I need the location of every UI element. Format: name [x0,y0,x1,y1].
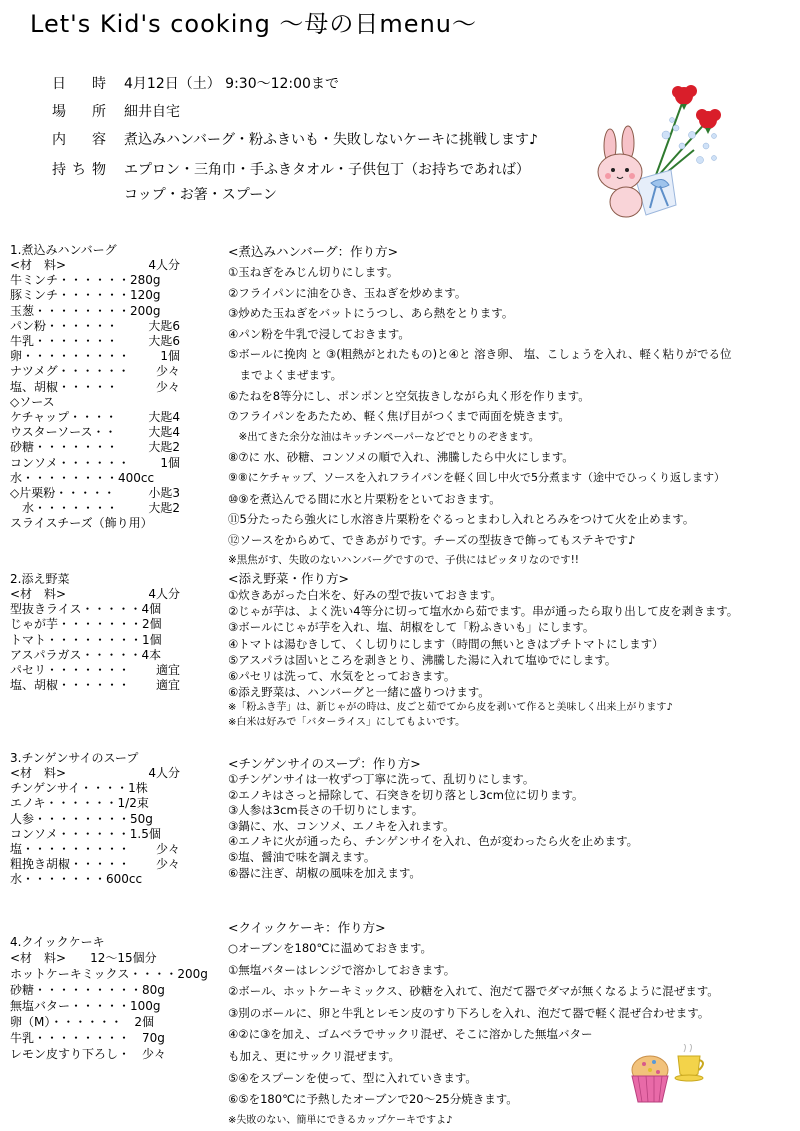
step: ⑤④をスプーンを使って、型に入れていきます。 [228,1070,477,1085]
section-title: 2.添え野菜 [10,572,70,586]
info-row-items-2 [52,184,277,204]
steps-title: <添え野菜・作り方> [228,571,349,586]
step: ③ボールにじゃが芋を入れ、塩、胡椒をして「粉ふきいも」にします。 [228,620,595,635]
step: ①玉ねぎをみじん切りにします。 [228,265,399,279]
ingredient-row: <材 料> 4人分 [10,258,180,272]
step: ①炊きあがった白米を、好みの型で抜いておきます。 [228,588,502,602]
ingredient-row: 塩、胡椒・・・・・・ 適宜 [10,678,180,693]
ingredient-row: 型抜きライス・・・・・4個 [10,602,162,617]
ingredient-row: じゃが芋・・・・・・・2個 [10,617,162,632]
step: ⑥⑤を180℃に予熱したオーブンで20～25分焼きます。 [228,1092,518,1107]
step: ③鍋に、水、コンソメ、エノキを入れます。 [228,818,455,833]
info-value: エプロン・三角巾・手ふきタオル・子供包丁（お持ちであれば） [124,162,530,178]
steps-title: <煮込みハンバーグ：作り方> [228,244,399,259]
soup-steps [228,756,794,881]
ingredient-row: ◇ソース [10,394,55,409]
step: ⑥パセリは洗って、水気をとっておきます。 [228,669,456,684]
ingredient-row: 卵・・・・・・・・・ 1個 [10,349,180,364]
note: ※「粉ふき芋」は、新じゃがの時は、皮ごと茹でてから皮を剥いて作ると美味しく出来上がります♪ [228,702,673,714]
ingredient-row: 水・・・・・・・・400cc [10,470,155,485]
steps-title: <クイックケーキ：作り方> [228,920,386,935]
page-title: Let's Kid's cooking ～母の日menu～ [30,10,477,38]
info-label: 内 容 [52,132,112,148]
ingredient-row: コンソメ・・・・・・1.5個 [10,826,161,841]
info-row-date [52,73,339,93]
step: ②ボール、ホットケーキミックス、砂糖を入れて、泡だて器でダマが無くなるように混ぜます。 [228,984,719,999]
ingredient-row: 塩、胡椒・・・・・ 少々 [10,379,180,394]
step-note: ※出てきた余分な油はキッチンペーパーなどでとりのぞきます。 [228,430,540,443]
ingredient-row: トマト・・・・・・・・1個 [10,632,162,647]
ingredient-row: コンソメ・・・・・・ 1個 [10,455,180,470]
step: ②フライパンに油をひき、玉ねぎを炒めます。 [228,285,467,300]
ingredient-row: 粗挽き胡椒・・・・・ 少々 [10,857,180,872]
info-value: コップ・お箸・スプーン [124,187,278,203]
ingredient-row: 牛ミンチ・・・・・・280g [10,273,161,288]
ingredient-row: エノキ・・・・・・1/2束 [10,796,149,811]
ingredient-row: ケチャップ・・・・ 大匙4 [10,410,180,425]
ingredient-row: 牛乳・・・・・・・・ 70g [10,1031,165,1045]
step: ②エノキはさっと掃除して、石突きを切り落とし3cm位に切ります。 [228,787,584,802]
ingredient-row: チンゲンサイ・・・・1株 [10,781,148,796]
ingredient-row: 卵（M）・・・・・・ 2個 [10,1015,154,1029]
ingredient-row: ウスターソース・・ 大匙4 [10,425,180,440]
step: ⑨⑧にケチャップ、ソースを入れフライパンを軽く回し中火で5分煮ます（途中でひっくり返します） [228,470,725,484]
step: ③別のボールに、卵と牛乳とレモン皮のすり下ろしを入れ、泡だて器で軽く混ぜ合わせます。 [228,1005,710,1020]
step: ⑩⑨を煮込んでる間に水と片栗粉をといておきます。 [228,491,501,506]
ingredient-row: パセリ・・・・・・・ 適宜 [10,663,180,678]
ingredient-row: 塩・・・・・・・・・ 少々 [10,842,180,857]
note: ※失敗のない、簡単にできるカップケーキですよ♪ [228,1114,453,1126]
step: ⑤ボールに挽肉 と ③(粗熱がとれたもの)と④と 溶き卵、 塩、こしょうを入れ、軽く粘りがでる位 [228,347,732,362]
step: までよくまぜます。 [228,367,343,382]
cake-ingredients [10,934,220,1062]
ingredient-row: レモン皮すり下ろし・ 少々 [10,1047,167,1061]
step: ③炒めた玉ねぎをバットにうつし、あら熱をとります。 [228,306,514,321]
ingredient-row: 牛乳・・・・・・・ 大匙6 [10,334,180,349]
info-label: 場 所 [52,104,112,120]
info-row-place [52,101,180,121]
step: ⑧⑦に 水、砂糖、コンソメの順で入れ、沸騰したら中火にします。 [228,450,574,465]
ingredient-row: アスパラガス・・・・・4本 [10,647,162,662]
ingredient-row: パン粉・・・・・・ 大匙6 [10,318,180,333]
step: ⑥器に注ぎ、胡椒の風味を加えます。 [228,865,421,880]
step: ④トマトは湯むきして、くし切りにします（時間の無いときはプチトマトにします） [228,636,664,651]
info-label: 持ち物 [52,162,112,178]
ingredient-row: <材 料> 12～15個分 [10,951,157,965]
step: ④パン粉を牛乳で浸しておきます。 [228,326,410,341]
step: ⑤アスパラは固いところを剥きとり、沸騰した湯に入れて塩ゆでにします。 [228,652,617,667]
info-label: 日 時 [52,76,112,92]
info-row-items [52,159,530,179]
step-note: ※黒焦がす、失敗のないハンバーグですので、子供にはピッタリなのです!! [228,554,580,567]
cupcake-teacup-illustration [624,1044,714,1110]
section-title: 1.煮込みハンバーグ [10,243,117,257]
steps-title: <チンゲンサイのスープ：作り方> [228,756,421,771]
ingredient-row: 水・・・・・・・600cc [10,872,143,887]
ingredient-row: ホットケーキミックス・・・・200g [10,967,208,981]
step: ①チンゲンサイは一枚ずつ丁寧に洗って、乱切りにします。 [228,772,535,786]
step: ④エノキに火が通ったら、チンゲンサイを入れ、色が変わったら火を止めます。 [228,834,639,849]
section-title: 3.チンゲンサイのスープ [10,751,139,765]
step: ②じゃが芋は、よく洗い4等分に切って塩水から茹でます。串が通ったら取り出して皮を剥きます。 [228,604,739,619]
step: ⑫ソースをからめて、できあがりです。チーズの型抜きで飾ってもステキです♪ [228,532,636,547]
step: ⑪5分たったら強火にし水溶き片栗粉をぐるっとまわし入れとろみをつけて火を止めます。 [228,512,695,527]
step: ⑥たねを8等分にし、ポンポンと空気抜きしながら丸く形を作ります。 [228,388,590,403]
vegetables-ingredients [10,571,220,693]
ingredient-row: ナツメグ・・・・・・ 少々 [10,364,180,379]
info-value: 細井自宅 [124,104,180,120]
note: ※白米は好みで「バターライス」にしてもよいです。 [228,717,466,729]
soup-ingredients [10,750,220,888]
ingredient-row: <材 料> 4人分 [10,766,180,780]
info-value: 4月12日（土） 9:30～12:00まで [124,76,339,92]
vegetables-steps [228,571,794,730]
step: ④②に③を加え、ゴムベラでサックリ混ぜ、そこに溶かした無塩バター [228,1027,593,1042]
hamburg-steps [228,242,794,571]
ingredient-row: 玉葱・・・・・・・・200g [10,303,161,318]
ingredient-row: 無塩バター・・・・・100g [10,999,161,1013]
ingredient-row: 水・・・・・・・ 大匙2 [10,501,180,516]
bunny-carnation-illustration [596,80,726,220]
hamburg-ingredients [10,242,220,532]
ingredient-row: <材 料> 4人分 [10,587,180,601]
step: ⑥添え野菜は、ハンバーグと一緒に盛りつけます。 [228,685,490,700]
step: ⑤塩、醤油で味を調えます。 [228,849,376,864]
section-title: 4.クイックケーキ [10,935,105,949]
ingredient-row: スライスチーズ（飾り用） [10,516,153,531]
ingredient-row: 豚ミンチ・・・・・・120g [10,288,161,303]
ingredient-row: 砂糖・・・・・・・・・80g [10,983,165,997]
step: も加え、更にサックリ混ぜます。 [228,1048,401,1063]
step: ⑦フライパンをあたため、軽く焦げ目がつくまで両面を焼きます。 [228,409,570,424]
ingredient-row: ◇片栗粉・・・・・ 小匙3 [10,486,180,501]
info-value: 煮込みハンバーグ・粉ふきいも・失敗しないケーキに挑戦します♪ [124,132,538,148]
step: ○オーブンを180℃に温めておきます。 [228,941,432,955]
ingredient-row: 砂糖・・・・・・・ 大匙2 [10,440,180,455]
step: ③人参は3cm長さの千切りにします。 [228,803,424,818]
ingredient-row: 人参・・・・・・・・50g [10,811,153,826]
info-row-content [52,129,538,149]
step: ①無塩バターはレンジで溶かしておきます。 [228,962,456,977]
